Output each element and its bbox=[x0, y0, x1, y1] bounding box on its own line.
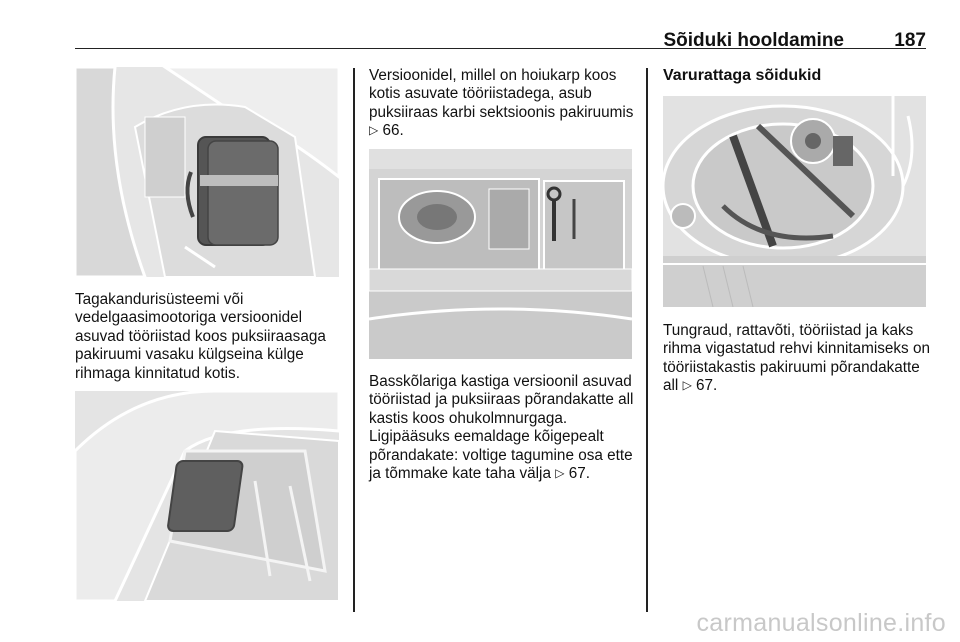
trunk-tool-bag-illustration bbox=[75, 67, 339, 277]
paragraph: Tungraud, rattavõti, tööriistad ja kaks rihma vigastatud rehvi kinnitamiseks on tööriistakastis pakiruumi põrandakatte all ▷ 67. bbox=[663, 322, 930, 395]
page-reference[interactable]: 66. bbox=[382, 122, 404, 140]
section-heading: Varurattaga sõidukid bbox=[663, 67, 822, 84]
cross-reference-icon: ▷ bbox=[369, 123, 379, 138]
page-number: 187 bbox=[894, 30, 926, 51]
page-header bbox=[75, 26, 926, 49]
column-divider bbox=[646, 68, 648, 612]
page-reference[interactable]: 67. bbox=[696, 377, 718, 395]
paragraph: Basskõlariga kastiga versioonil asuvad tööriistad ja puksiiraas põrandakatte all kastis koos ohukolmnurgaga. Ligipääsuks eemaldage kõigepealt põrandakate: voltige tagumine osa ette ja tõmmake kate taha välja ▷ 67. bbox=[369, 373, 634, 483]
page-title: Sõiduki hooldamine bbox=[663, 30, 844, 51]
trunk-storage-box-illustration bbox=[75, 391, 339, 601]
watermark: carmanualsonline.info bbox=[696, 609, 946, 637]
spare-wheel-toolbox-illustration bbox=[663, 96, 926, 307]
paragraph: Tagakandurisüsteemi või vedelgaasimootoriga versioonidel asuvad tööriistad koos puksiiraasaga pakiruumi vasaku külgseina külge rihmaga kinnitatud kotis. bbox=[75, 291, 326, 382]
cross-reference-icon: ▷ bbox=[682, 378, 692, 393]
page-reference[interactable]: 67. bbox=[568, 465, 590, 483]
paragraph: Versioonidel, millel on hoiukarp koos kotis asuvate tööriistadega, asub puksiiraas karbi sektsioonis pakiruumis ▷ 66. bbox=[369, 67, 634, 140]
column-divider bbox=[353, 68, 355, 612]
cross-reference-icon: ▷ bbox=[555, 466, 565, 481]
storage-box-compartment-illustration bbox=[369, 149, 632, 359]
